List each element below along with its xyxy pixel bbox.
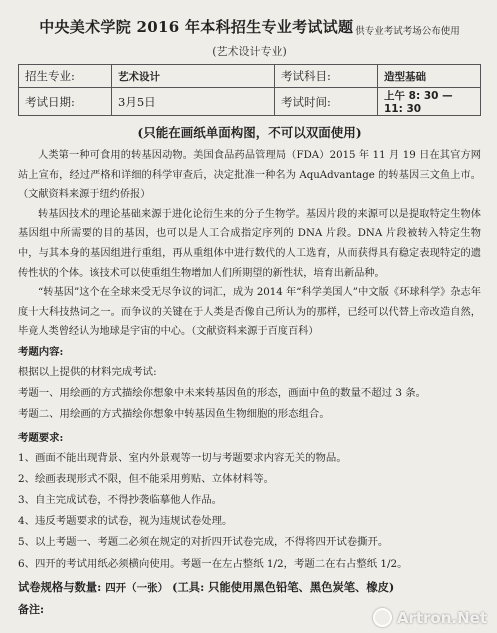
header	[18, 16, 481, 37]
major-label: 招生专业:	[19, 65, 112, 88]
content-line: 根据以上提供的材料完成考试:	[18, 365, 157, 378]
exam-info-table	[18, 64, 481, 116]
exam-subtitle: (艺术设计专业)	[212, 45, 287, 58]
requirement-item: 6、四开的考试用纸必须横向使用。考题一在左占整纸 1/2，考题二在右占整纸 1/2。	[18, 557, 408, 570]
content-line: 考题一、用绘画的方式描绘你想象中未来转基因鱼的形态，画面中鱼的数量不超过 3 条。	[18, 387, 427, 400]
watermark	[373, 608, 487, 627]
artron-logo-icon	[373, 608, 392, 627]
requirement-item: 5、以上考题一、考题二必须在规定的对折四开试卷完成，不得将四开试卷撕开。	[18, 536, 389, 549]
date-value: 3月5日	[112, 88, 275, 116]
content-line: 考题二、用绘画的方式描绘你想象中转基因鱼生物细胞的形态组合。	[18, 408, 330, 421]
requirement-item: 1、画面不能出现背景、室内外景观等一切与考题要求内容无关的物品。	[18, 451, 347, 464]
paragraph: 人类第一种可食用的转基因动物。美国食品药品管理局（FDA）2015 年 11 月 19 日在其官方网站上宣布，经过严格和详细的科学审查后，决定批准一种名为 AquAdvantage 的转基因三文鱼上市。（文献资料来源于纽约侨报）	[18, 150, 481, 201]
date-label: 考试日期:	[19, 88, 112, 116]
subject-value: 造型基础	[378, 65, 481, 88]
watermark-text: Artron.Net	[396, 608, 487, 627]
time-label: 考试时间:	[275, 88, 378, 116]
requirement-item: 3、自主完成试卷，不得抄袭临摹他人作品。	[18, 493, 223, 506]
subject-label: 考试科目:	[275, 65, 378, 88]
remark-label: 备注:	[18, 602, 45, 616]
spec-paper: 四开（一张）	[105, 581, 169, 594]
paragraph: 转基因技术的理论基础来源于进化论衍生来的分子生物学。基因片段的来源可以是提取特定生物体基因组中所需要的目的基因，也可以是人工合成指定序列的 DNA 片段。DNA 片段被转入特定生物中，与其本身的基因组进行重组，再从重组体中进行数代的人工选育，从而获得具有稳定表现特定的遗传性状的个体。该技术可以使重组生物增加人们所期望的新性状，培育出新品种。	[18, 208, 481, 279]
title-note: 供专业考试考场公布使用	[355, 26, 460, 37]
exam-title: 中央美术学院 2016 年本科招生专业考试试题	[39, 18, 354, 36]
requirements-heading: 考题要求:	[18, 431, 64, 444]
major-value: 艺术设计	[112, 65, 275, 88]
requirement-item: 4、违反考题要求的试卷，视为违规试卷处理。	[18, 515, 233, 528]
content-heading: 考题内容:	[18, 345, 64, 358]
requirement-item: 2、绘画表现形式不限，但不能采用剪贴、立体材料等。	[18, 472, 274, 485]
paragraph: “转基因”这个在全球来受无尽争议的词汇，成为 2014 年“科学美国人”中文版《环球科学》杂志年度十大科技热词之一。而争议的关键在于人类是否像自己所认为的那样，已经可以代替上帝改造自然，毕竟人类曾经认为地球是宇宙的中心。（文献资料来源于百度百科）	[18, 287, 481, 338]
table-row	[19, 88, 481, 116]
spec-tools: (工具: 只能使用黑色铅笔、黑色炭笔、橡皮)	[172, 579, 395, 594]
paper-spec	[18, 576, 481, 599]
notice: (只能在画纸单面构图，不可以双面使用)	[137, 125, 362, 140]
spec-label: 试卷规格与数量:	[18, 579, 102, 594]
table-row	[19, 65, 481, 88]
time-value: 上午 8: 30 — 11: 30	[378, 88, 481, 116]
